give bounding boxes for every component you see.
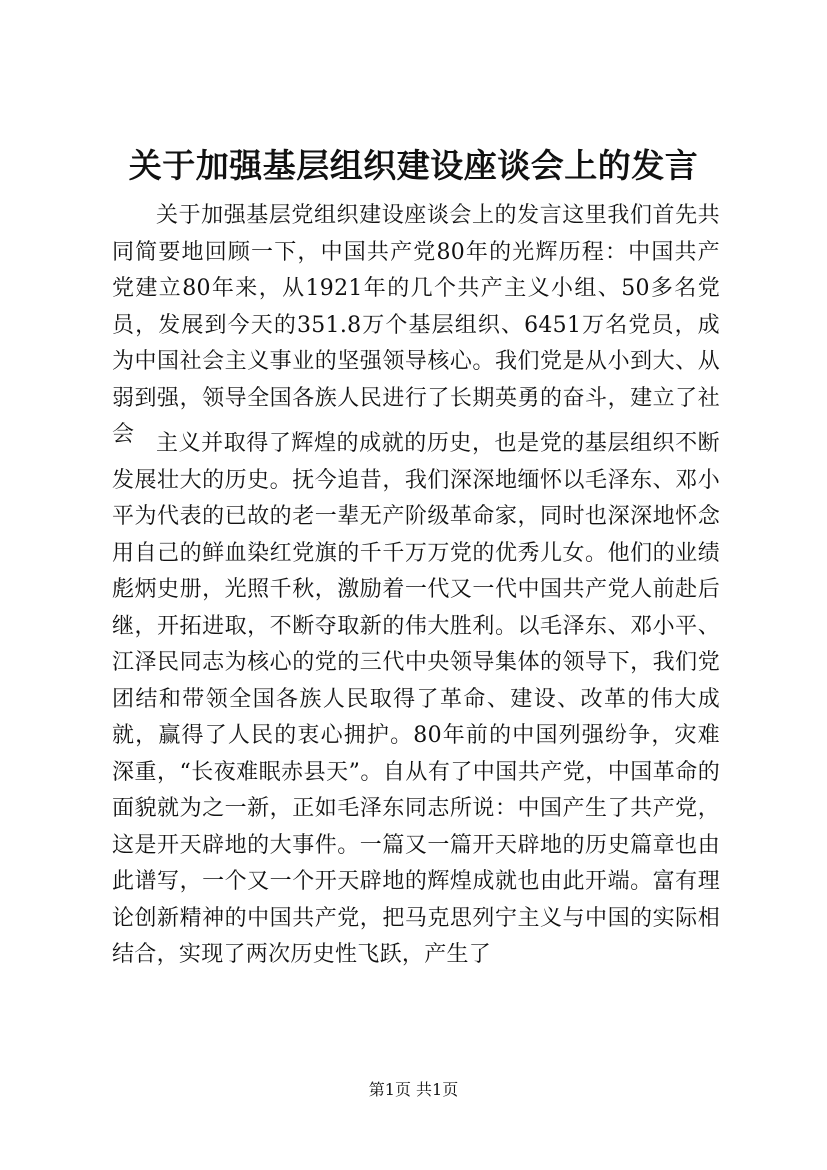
body-paragraph-2: 主义并取得了辉煌的成就的历史，也是党的基层组织不断发展壮大的历史。抚今追昔，我们深深地缅怀以毛泽东、邓小平为代表的已故的老一辈无产阶级革命家，同时也深深地怀念用自己的鲜血染红党旗的千千万万党的优秀儿女。他们的业绩彪炳史册，光照千秋，激励着一代又一代中国共产党人前赴后继，开拓进取，不断夺取新的伟大胜利。以毛泽东、邓小平、江泽民同志为核心的党的三代中央领导集体的领导下，我们党团结和带领全国各族人民取得了革命、建设、改革的伟大成就，赢得了人民的衷心拥护。80年前的中国列强纷争，灾难深重，“长夜难眠赤县天”。自从有了中国共产党，中国革命的面貌就为之一新，正如毛泽东同志所说：中国产生了共产党，这是开天辟地的大事件。一篇又一篇开天辟地的历史篇章也由此谱写，一个又一个开天辟地的辉煌成就也由此开端。富有理论创新精神的中国共产党，把马克思列宁主义与中国的实际相结合，实现了两次历史性飞跃，产生了 xyxy=(112,431,720,967)
document-title: 关于加强基层组织建设座谈会上的发言 xyxy=(128,146,699,185)
body-paragraph-1: 关于加强基层党组织建设座谈会上的发言这里我们首先共同简要地回顾一下，中国共产党80年的光辉历程：中国共产党建立80年来，从1921年的几个共产主义小组、50多名党员，发展到今天的351.8万个基层组织、6451万名党员，成为中国社会主义事业的坚强领导核心。我们党是从小到大、从弱到强，领导全国各族人民进行了长期英勇的奋斗，建立了社会 xyxy=(112,203,720,447)
page-number-footer: 第1页 共1页 xyxy=(368,1080,459,1099)
